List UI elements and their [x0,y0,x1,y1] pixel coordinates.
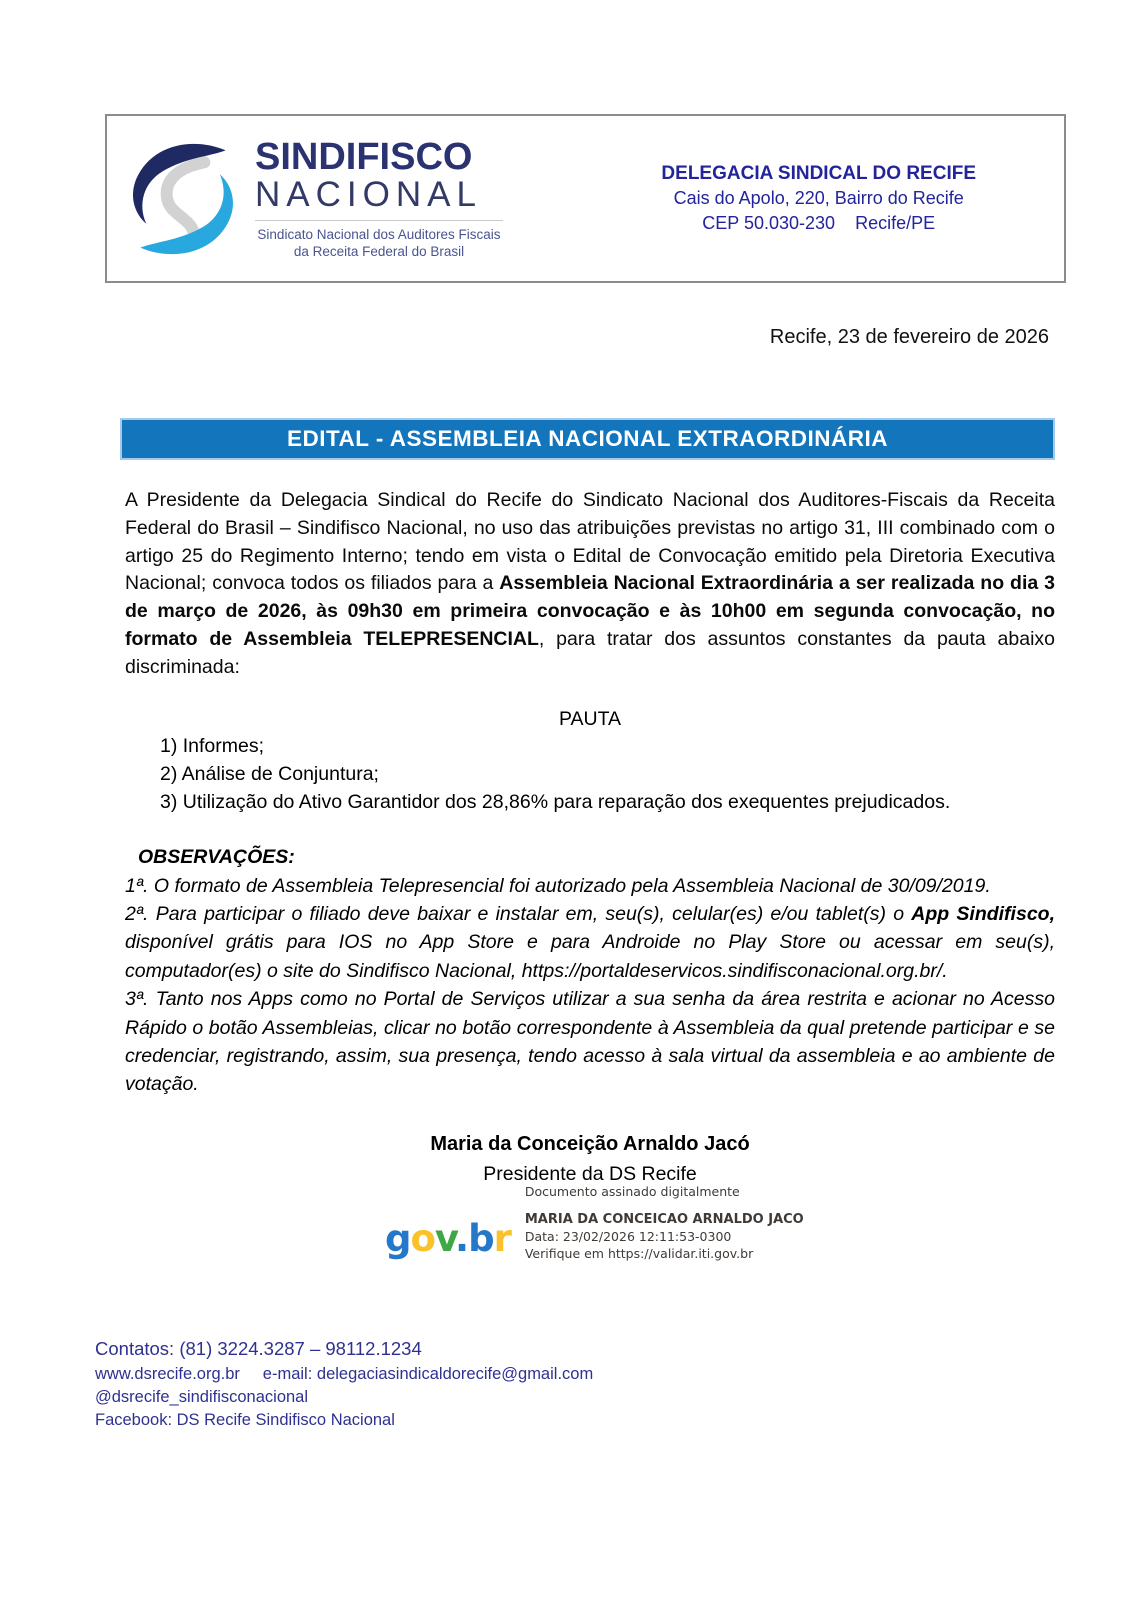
logo-title: SINDIFISCO [255,135,473,178]
pauta-item-3: 3) Utilização do Ativo Garantidor dos 28,86% para reparação dos exequentes prejudicados. [160,790,951,813]
footer-phones: Contatos: (81) 3224.3287 – 98112.1234 [95,1338,422,1359]
edital-title-banner: EDITAL - ASSEMBLEIA NACIONAL EXTRAORDINÁRIA [120,418,1055,460]
footer-site-email: www.dsrecife.org.br e-mail: delegaciasindicaldorecife@gmail.com [95,1365,594,1383]
document-body [125,487,1055,1189]
digital-signature-text [525,1183,804,1262]
digital-signature-stamp [385,1183,804,1262]
observacao-3: 3ª. Tanto nos Apps como no Portal de Serviços utilizar a sua senha da área restrita e acionar no Acesso Rápido o botão Assembleias, clicar no botão correspondente à Assembleia da qual pretende participar e se credenciar, registrando, assim, sua presença, tendo acesso à sala virtual da assembleia e ao ambiente de votação. [125,988,1055,1096]
sindifisco-logo [119,135,503,263]
footer-contacts [95,1337,593,1432]
digital-signer-name: MARIA DA CONCEICAO ARNALDO JACO [524,1212,804,1227]
footer-facebook: Facebook: DS Recife Sindifisco Nacional [95,1411,395,1429]
office-address-line2: CEP 50.030-230 Recife/PE [702,213,936,233]
sindifisco-s-icon [119,135,247,263]
govbr-logo-icon: gov.br [385,1217,511,1260]
observacoes-heading: OBSERVAÇÕES: [138,845,295,868]
intro-bold-text: Assembleia Nacional Extraordinária a ser realizada no dia 3 de março de 2026, às 09h30 em primeira convocação e às 10h00 em segunda convocação, no formato de Assembleia TELEPRESENCIAL [125,572,1055,650]
observacao-1: 1ª. O formato de Assembleia Telepresencial foi autorizado pela Assembleia Nacional de 30/09/2019. [125,874,991,897]
pauta-item-1: 1) Informes; [160,734,265,757]
observacao-2-bold: App Sindifisco, [911,902,1055,925]
letterhead-box [105,114,1066,283]
signer-role: Presidente da DS Recife [483,1162,697,1185]
observacao-2-post: disponível grátis para IOS no App Store e para Androide no Play Store ou acessar em seu(s), computador(es) o site do Sindifisco Nacional, https://portaldeservicos.sindifisconacional.org.br/. [125,931,1055,982]
intro-paragraph [125,487,1055,682]
digital-signature-date: Data: 23/02/2026 12:11:53-0300 [524,1229,732,1244]
office-address-block [661,161,976,236]
signature-block [125,1129,1055,1189]
pauta-item-2: 2) Análise de Conjuntura; [160,762,379,785]
logo-tagline [255,220,503,260]
pauta-list [160,732,1055,816]
observacoes-section [125,846,1055,1099]
logo-subtitle: NACIONAL [255,174,482,214]
intro-tail-text: , para tratar dos assuntos constantes da pauta abaixo discriminada: [125,627,1055,678]
observacao-2-pre: 2ª. Para participar o filiado deve baixar e instalar em, seu(s), celular(es) e/ou tablet(s) o [125,902,912,925]
logo-tagline-line2: da Receita Federal do Brasil [293,243,465,259]
office-name: DELEGACIA SINDICAL DO RECIFE [661,163,976,184]
signer-name: Maria da Conceição Arnaldo Jacó [430,1132,750,1155]
digital-signature-verify: Verifique em https://validar.iti.gov.br [524,1246,754,1261]
footer-instagram: @dsrecife_sindifisconacional [95,1388,309,1406]
office-address-line1: Cais do Apolo, 220, Bairro do Recife [673,188,964,208]
pauta-heading: PAUTA [558,707,622,730]
document-date: Recife, 23 de fevereiro de 2026 [769,326,1049,348]
digitally-signed-label: Documento assinado digitalmente [524,1184,740,1199]
logo-tagline-line1: Sindicato Nacional dos Auditores Fiscais [257,226,501,242]
observacao-2 [125,900,1055,985]
intro-regular-text: A Presidente da Delegacia Sindical do Recife do Sindicato Nacional dos Auditores-Fiscais da Receita Federal do Brasil – Sindifisco Nacional, no uso das atribuições previstas no artigo 31, III combinado com o artigo 25 do Regimento Interno; tendo em vista o Edital de Convocação emitido pela Diretoria Executiva Nacional; convoca todos os filiados para a [125,489,1055,595]
logo-wordmark [255,135,503,260]
